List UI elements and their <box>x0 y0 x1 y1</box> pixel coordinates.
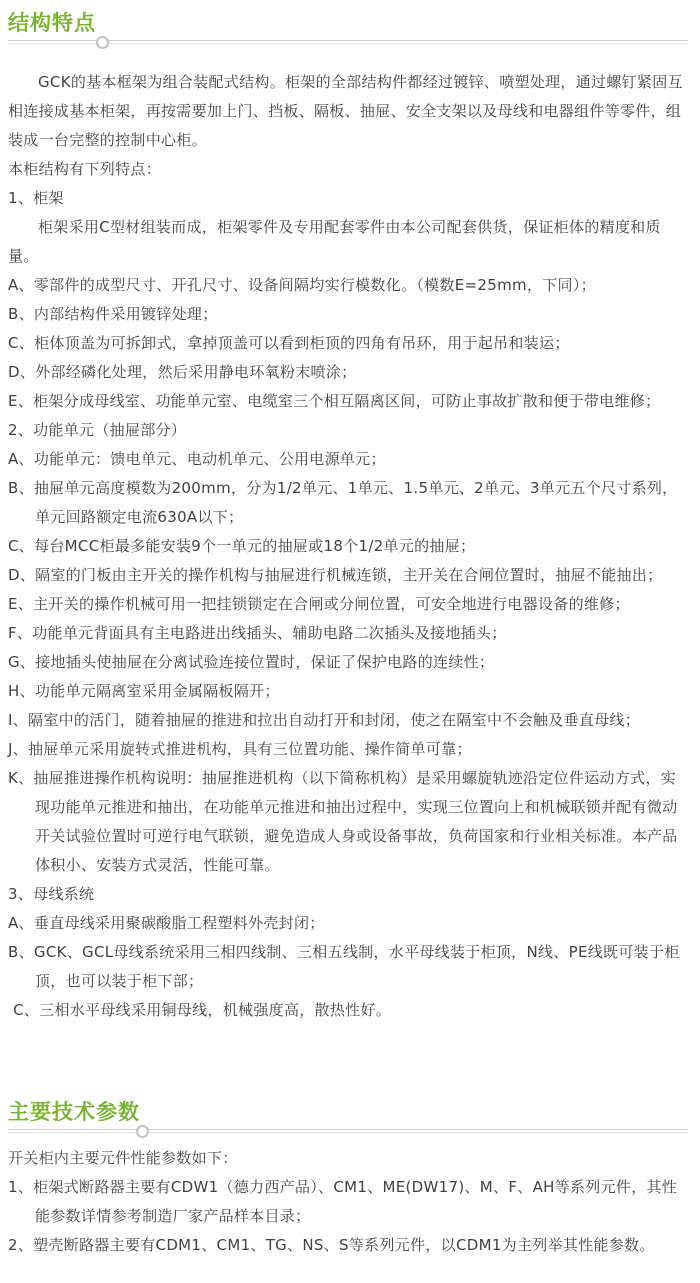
paragraph: E、主开关的操作机械可用一把挂锁锁定在合闸或分闸位置，可安全地进行电器设备的维修； <box>8 595 630 613</box>
paragraph: F、功能单元背面具有主电路进出线插头、辅助电路二次插头及接地插头； <box>8 624 507 642</box>
section-body <box>8 68 690 1025</box>
paragraph: 2、塑壳断路器主要有CDM1、CM1、TG、NS、S等系列元件，以CDM1为主列举其性能参数。 <box>8 1236 655 1254</box>
paragraph: C、柜体顶盖为可拆卸式，拿掉顶盖可以看到柜顶的四角有吊环，用于起吊和装运； <box>8 334 570 352</box>
paragraph: A、垂直母线采用聚碳酸脂工程塑料外壳封闭； <box>8 914 325 932</box>
paragraph: A、零部件的成型尺寸、开孔尺寸、设备间隔均实行模数化。（模数E=25mm，下同）； <box>8 276 596 294</box>
divider-knob-icon <box>136 1125 149 1138</box>
paragraph: A、功能单元：馈电单元、电动机单元、公用电源单元； <box>8 450 386 468</box>
paragraph: I、隔室中的活门，随着抽屉的推进和拉出自动打开和封闭，使之在隔室中不会触及垂直母线； <box>8 711 641 729</box>
paragraph: K、抽屉推进操作机构说明：抽屉推进机构（以下简称机构）是采用螺旋轨迹沿定位件运动方式，实现功能单元推进和抽出，在功能单元推进和抽出过程中，实现三位置向上和机械联锁并配有微动开关试验位置时可逆行电气联锁，避免造成人身或设备事故，负荷国家和行业相关标准。本产品体积小、安装方式灵活，性能可靠。 <box>8 769 678 874</box>
section-divider <box>8 1129 688 1133</box>
paragraph: B、GCK、GCL母线系统采用三相四线制、三相五线制，水平母线装于柜顶，N线、PE线既可装于柜顶，也可以装于柜下部； <box>8 943 680 990</box>
paragraph: B、内部结构件采用镀锌处理； <box>8 305 218 323</box>
paragraph: G、接地插头使抽屉在分离试验连接位置时，保证了保护电路的连续性； <box>8 653 495 671</box>
section-title: 主要技术参数 <box>8 1100 140 1124</box>
section-body <box>8 1144 690 1260</box>
paragraph: E、柜架分成母线室、功能单元室、电缆室三个相互隔离区间，可防止事故扩散和便于带电维修； <box>8 392 661 410</box>
paragraph: H、功能单元隔离室采用金属隔板隔开； <box>8 682 280 700</box>
paragraph: 本柜结构有下列特点： <box>8 160 162 178</box>
paragraph: D、隔室的门板由主开关的操作机构与抽屉进行机械连锁，主开关在合闸位置时，抽屉不能抽出； <box>8 566 663 584</box>
paragraph: C、每台MCC柜最多能安装9个一单元的抽屉或18个1/2单元的抽屉； <box>8 537 476 555</box>
paragraph: 开关柜内主要元件性能参数如下： <box>8 1149 238 1167</box>
paragraph: J、抽屉单元采用旋转式推进机构，具有三位置功能、操作简单可靠； <box>8 740 472 758</box>
paragraph: B、抽屉单元高度模数为200mm，分为1/2单元、1单元、1.5单元、2单元、3单元五个尺寸系列，单元回路额定电流630A以下； <box>8 479 678 526</box>
paragraph: GCK的基本框架为组合装配式结构。柜架的全部结构件都经过镀锌、喷塑处理，通过螺钉紧固互相连接成基本柜架，再按需要加上门、挡板、隔板、抽屉、安全支架以及母线和电器组件等零件，组装成一台完整的控制中心柜。 <box>8 73 683 149</box>
section-structure-features <box>8 8 690 1025</box>
divider-knob-icon <box>96 36 109 49</box>
paragraph: C、三相水平母线采用铜母线，机械强度高，散热性好。 <box>8 1001 392 1019</box>
paragraph: 3、母线系统 <box>8 885 95 903</box>
paragraph: 2、功能单元（抽屉部分） <box>8 421 187 439</box>
section-title: 结构特点 <box>8 11 96 35</box>
paragraph: D、外部经磷化处理，然后采用静电环氧粉末喷涂； <box>8 363 357 381</box>
section-technical-parameters <box>8 1097 690 1260</box>
paragraph: 柜架采用C型材组装而成，柜架零件及专用配套零件由本公司配套供货，保证柜体的精度和质量。 <box>8 218 661 265</box>
paragraph: 1、柜架 <box>8 189 64 207</box>
paragraph: 1、柜架式断路器主要有CDW1（德力西产品）、CM1、ME(DW17)、M、F、AH等系列元件，其性能参数详情参考制造厂家产品样本目录； <box>8 1178 678 1225</box>
section-divider <box>8 40 688 44</box>
